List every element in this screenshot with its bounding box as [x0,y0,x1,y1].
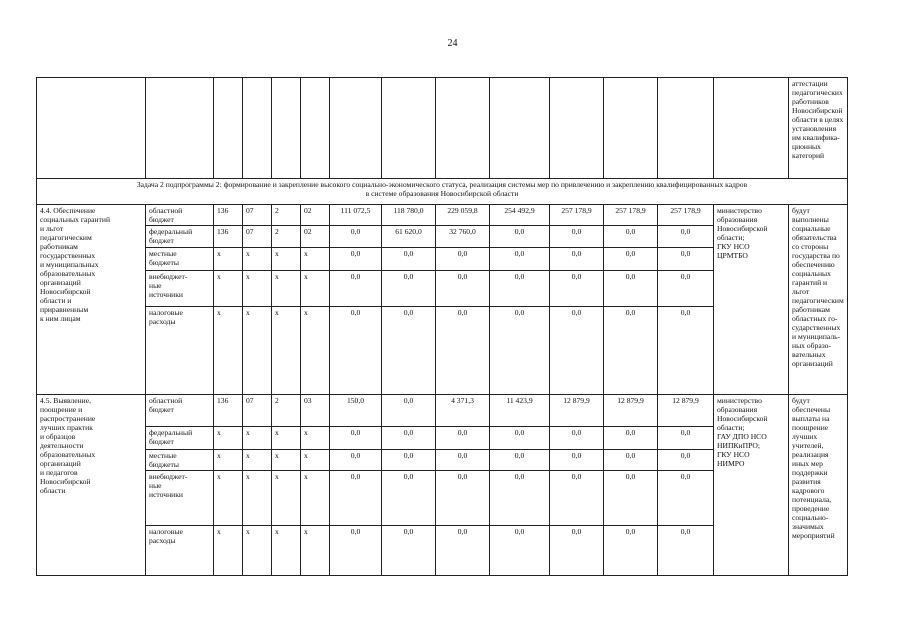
measure-executor: министерство образования Новосибирской области; ГКУ НСО ЦРМТБО [714,205,789,395]
amount-cell: 61 620,0 [382,226,436,248]
amount-cell: 0,0 [658,226,714,248]
amount-cell: 254 492,9 [490,205,550,226]
amount-cell: 0,0 [330,427,382,450]
amount-cell: 0,0 [550,271,604,307]
amount-cell: 0,0 [382,395,436,427]
amount-cell: 0,0 [490,271,550,307]
amount-cell: 0,0 [604,471,658,526]
measure-executor: министерство образования Новосибирской области; ГАУ ДПО НСО НИПКиПРО; ГКУ НСО НИМРО [714,395,789,576]
funding-source: налоговые расходы [146,526,214,576]
code-subprogram: 2 [272,226,301,248]
code-task: x [301,248,330,271]
code-gp: x [214,526,243,576]
amount-cell: 0,0 [436,471,490,526]
amount-cell: 0,0 [490,427,550,450]
continuation-result: аттестации педагогических работников Новосибирской области в целях установления им квалифика- ционных категорий [789,78,848,179]
amount-cell: 0,0 [330,471,382,526]
continuation-row [37,78,848,179]
amount-cell: 0,0 [490,307,550,395]
measure-name: 4.4. Обеспечение социальных гарантий и льгот педагогическим работникам государственных и муниципальных образовательных организаций Новосибирской области и приравненным к ним лицам [37,205,146,395]
amount-cell: 0,0 [382,248,436,271]
amount-cell: 0,0 [658,450,714,471]
amount-cell: 0,0 [550,248,604,271]
code-pp: 07 [243,226,272,248]
amount-cell: 0,0 [436,427,490,450]
funding-source: областной бюджет [146,395,214,427]
amount-cell: 0,0 [604,307,658,395]
amount-cell: 0,0 [330,526,382,576]
amount-cell: 0,0 [658,471,714,526]
amount-cell: 0,0 [490,450,550,471]
amount-cell: 0,0 [550,427,604,450]
code-pp: x [243,471,272,526]
code-gp: x [214,427,243,450]
code-pp: x [243,450,272,471]
code-subprogram: x [272,427,301,450]
code-subprogram: x [272,307,301,395]
amount-cell: 0,0 [436,248,490,271]
funding-source: федеральный бюджет [146,226,214,248]
code-task: 02 [301,205,330,226]
funding-source: внебюджет- ные источники [146,471,214,526]
funding-row [37,395,848,427]
page-number: 24 [447,38,458,49]
amount-cell: 0,0 [604,226,658,248]
amount-cell: 12 879,9 [550,395,604,427]
code-task: x [301,427,330,450]
amount-cell: 0,0 [604,271,658,307]
code-gp: x [214,248,243,271]
funding-source: местные бюджеты [146,248,214,271]
code-task: 02 [301,226,330,248]
amount-cell: 32 760,0 [436,226,490,248]
code-gp: 136 [214,395,243,427]
code-task: x [301,471,330,526]
amount-cell: 257 178,9 [604,205,658,226]
code-gp: 136 [214,205,243,226]
task-header: Задача 2 подпрограммы 2: формирование и закрепление высокого социально-экономического статуса, реализация системы мер по привлечению и закреплению квалифицированных кадров в системе образования Новосибирской области [37,179,848,205]
code-pp: x [243,307,272,395]
code-subprogram: 2 [272,395,301,427]
amount-cell: 0,0 [330,271,382,307]
code-pp: x [243,427,272,450]
code-task: x [301,450,330,471]
amount-cell: 12 879,9 [658,395,714,427]
code-pp: x [243,271,272,307]
code-task: x [301,526,330,576]
measure-result: будут выполнены социальные обязательства со стороны государства по обеспечению социальных гарантий и льгот педагогическим работникам областных го- сударственных и муниципаль- ных образо- вательных организаций [789,205,848,395]
code-gp: x [214,450,243,471]
code-pp: x [243,526,272,576]
amount-cell: 0,0 [490,226,550,248]
amount-cell: 0,0 [382,271,436,307]
amount-cell: 0,0 [490,526,550,576]
code-subprogram: 2 [272,205,301,226]
amount-cell: 0,0 [550,226,604,248]
amount-cell: 0,0 [604,427,658,450]
amount-cell: 0,0 [550,471,604,526]
amount-cell: 12 879,9 [604,395,658,427]
amount-cell: 0,0 [604,450,658,471]
code-task: x [301,307,330,395]
amount-cell: 118 780,0 [382,205,436,226]
amount-cell: 0,0 [436,450,490,471]
amount-cell: 0,0 [382,450,436,471]
funding-source: областной бюджет [146,205,214,226]
code-subprogram: x [272,450,301,471]
amount-cell: 4 371,3 [436,395,490,427]
amount-cell: 0,0 [382,307,436,395]
code-subprogram: x [272,471,301,526]
amount-cell: 0,0 [658,248,714,271]
amount-cell: 0,0 [382,427,436,450]
code-pp: x [243,248,272,271]
program-table [36,77,848,576]
amount-cell: 0,0 [490,248,550,271]
task-header-row [37,179,848,205]
code-subprogram: x [272,271,301,307]
amount-cell: 229 059,8 [436,205,490,226]
funding-source: внебюджет- ные источники [146,271,214,307]
amount-cell: 0,0 [604,526,658,576]
amount-cell: 257 178,9 [658,205,714,226]
code-gp: x [214,307,243,395]
code-pp: 07 [243,205,272,226]
amount-cell: 0,0 [382,471,436,526]
code-gp: x [214,471,243,526]
amount-cell: 0,0 [550,450,604,471]
amount-cell: 0,0 [550,307,604,395]
code-gp: 136 [214,226,243,248]
code-gp: x [214,271,243,307]
amount-cell: 0,0 [490,471,550,526]
funding-source: федеральный бюджет [146,427,214,450]
amount-cell: 0,0 [658,307,714,395]
measure-result: будут обеспечены выплаты на поощрение лучших учителей, реализация иных мер поддержки развития кадрового потенциала, проведение социально- значимых мероприятий [789,395,848,576]
funding-source: налоговые расходы [146,307,214,395]
measure-name: 4.5. Выявление, поощрение и распространение лучших практик и образцов деятельности образовательных организаций и педагогов Новосибирской области [37,395,146,576]
funding-row [37,205,848,226]
code-subprogram: x [272,526,301,576]
code-pp: 07 [243,395,272,427]
amount-cell: 0,0 [382,526,436,576]
amount-cell: 11 423,9 [490,395,550,427]
amount-cell: 0,0 [436,307,490,395]
amount-cell: 150,0 [330,395,382,427]
amount-cell: 0,0 [330,226,382,248]
code-task: x [301,271,330,307]
amount-cell: 0,0 [658,271,714,307]
amount-cell: 257 178,9 [550,205,604,226]
code-subprogram: x [272,248,301,271]
amount-cell: 0,0 [658,427,714,450]
amount-cell: 0,0 [330,450,382,471]
amount-cell: 0,0 [658,526,714,576]
amount-cell: 0,0 [436,271,490,307]
amount-cell: 0,0 [330,307,382,395]
amount-cell: 0,0 [604,248,658,271]
funding-source: местные бюджеты [146,450,214,471]
amount-cell: 0,0 [550,526,604,576]
code-task: 03 [301,395,330,427]
amount-cell: 0,0 [436,526,490,576]
amount-cell: 111 072,5 [330,205,382,226]
amount-cell: 0,0 [330,248,382,271]
